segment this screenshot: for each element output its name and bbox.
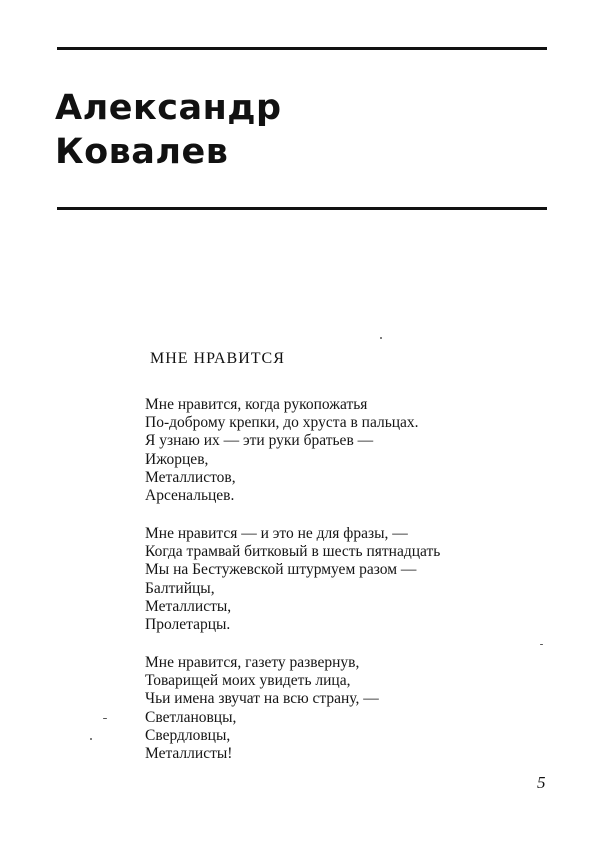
poem-line: Металлисты,	[145, 597, 232, 615]
poem-line: Когда трамвай битковый в шесть пятнадцать	[145, 543, 441, 561]
top-divider	[57, 47, 547, 50]
author-name	[55, 86, 282, 174]
poem-line: Светлановцы,	[145, 708, 237, 726]
scan-speck	[103, 718, 107, 719]
poem-title: МНЕ НРАВИТСЯ	[150, 350, 285, 367]
author-first-name: Александр	[55, 88, 282, 128]
poem-stanza-2	[145, 525, 440, 634]
page-number: 5	[537, 773, 546, 792]
poem-stanza-3	[145, 654, 379, 763]
poem-line: Чьи имена звучат на всю страну, —	[145, 690, 379, 708]
scan-speck	[540, 644, 543, 645]
scan-speck	[380, 337, 382, 339]
poem-line: Ижорцев,	[145, 450, 209, 468]
poem-line: Мне нравится — и это не для фразы, —	[145, 525, 408, 542]
poem-line: Арсенальцев.	[145, 487, 235, 505]
poem-line: Я узнаю их — эти руки братьев —	[145, 432, 374, 450]
poem-line: Мне нравится, когда рукопожатья	[145, 396, 368, 413]
poem-line: Товарищей моих увидеть лица,	[145, 672, 351, 690]
poem-line: Пролетарцы.	[145, 616, 231, 634]
poem-line: Мы на Бестужевской штурмуем разом —	[145, 561, 417, 579]
poem-line: Свердловцы,	[145, 726, 231, 744]
poem-line: Металлистов,	[145, 468, 236, 486]
author-last-name: Ковалев	[55, 132, 229, 172]
poem-line: Металлисты!	[145, 745, 233, 763]
poem-line: Балтийцы,	[145, 579, 215, 597]
bottom-divider	[57, 207, 547, 210]
poem-stanza-1	[145, 396, 419, 505]
poem-line: Мне нравится, газету развернув,	[145, 654, 360, 671]
scan-speck	[90, 738, 92, 740]
poem-line: По-доброму крепки, до хруста в пальцах.	[145, 414, 419, 432]
